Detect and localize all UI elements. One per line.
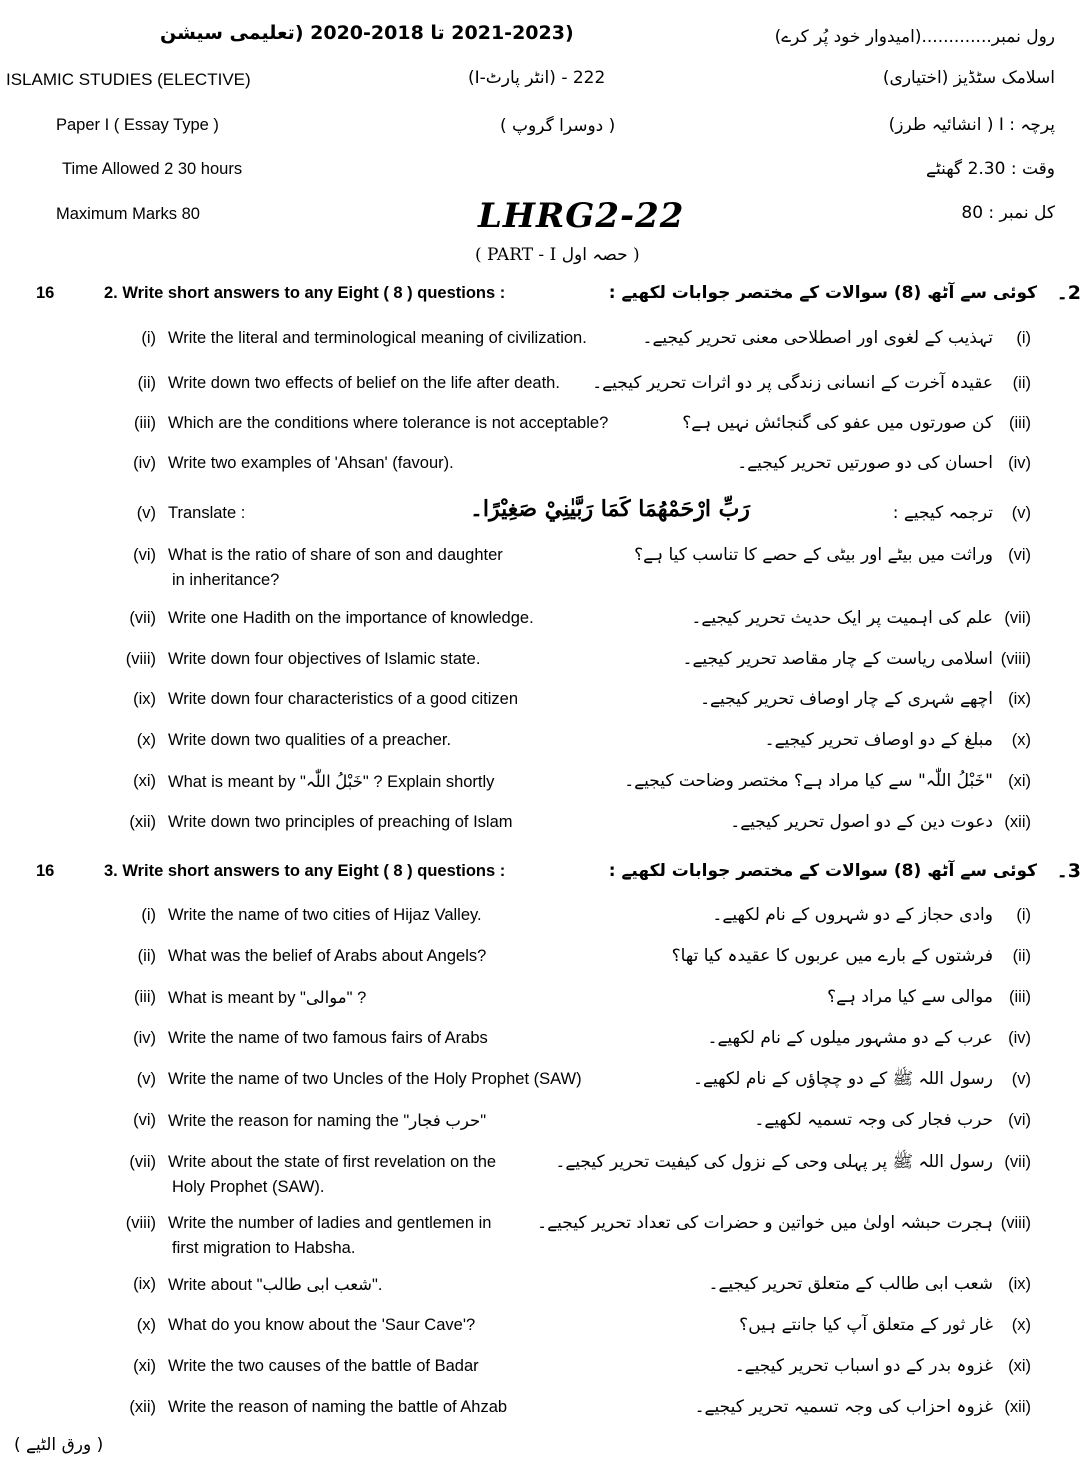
item-number-en: (ii) — [137, 374, 156, 392]
turn-over: ( ورق الٹیے ) — [14, 1435, 104, 1455]
item-text-en: What was the belief of Arabs about Angels? — [168, 947, 487, 965]
item-number-ur: (vii) — [1004, 609, 1031, 627]
item-number-en: (vii) — [129, 609, 156, 627]
item-text-en: Write one Hadith on the importance of knowledge. — [168, 609, 534, 627]
item-text-en: Write about "شعب ابی طالب". — [168, 1276, 383, 1294]
subject-ur: اسلامک سٹڈیز (اختیاری) — [882, 68, 1055, 88]
item-text-en: Write the literal and terminological meaning of civilization. — [168, 329, 587, 347]
item-text-ur: اچھے شہری کے چار اوصاف تحریر کیجیے۔ — [700, 689, 993, 709]
session-line: (2021-2023 تا 2018-2020 (تعلیمی سیشن — [160, 22, 574, 44]
item-number-en: (i) — [141, 329, 156, 347]
item-number-en: (v) — [136, 504, 156, 522]
item-text-ur: مبلغ کے دو اوصاف تحریر کیجیے۔ — [764, 730, 993, 750]
item-text-en-cont: first migration to Habsha. — [172, 1239, 356, 1257]
item-number-ur: (v) — [1011, 1070, 1031, 1088]
item-text-ur: رسول اللہ ﷺ پر پہلی وحی کے نزول کی کیفیت تحریر کیجیے۔ — [555, 1152, 993, 1172]
time-en: Time Allowed 2 30 hours — [62, 160, 243, 178]
question-marks: 16 — [36, 862, 55, 880]
item-number-en: (v) — [136, 1070, 156, 1088]
item-number-ur: (iii) — [1009, 414, 1031, 432]
item-number-en: (iv) — [133, 1029, 156, 1047]
item-number-en: (i) — [141, 906, 156, 924]
item-text-en: Write down two effects of belief on the life after death. — [168, 374, 560, 392]
item-text-en: Write down four objectives of Islamic state. — [168, 650, 481, 668]
item-text-ur: اسلامی ریاست کے چار مقاصد تحریر کیجیے۔ — [682, 649, 993, 669]
item-text-ur: غار ثور کے متعلق آپ کیا جانتے ہیں؟ — [739, 1315, 993, 1335]
item-text-en: Write the name of two cities of Hijaz Valley. — [168, 906, 482, 924]
item-text-ur: ہجرت حبشہ اولیٰ میں خواتین و حضرات کی تعداد تحریر کیجیے۔ — [537, 1213, 993, 1233]
item-text-ur: حرب فجار کی وجہ تسمیہ لکھیے۔ — [754, 1110, 993, 1130]
item-number-ur: (ii) — [1012, 374, 1031, 392]
item-text-en: Write the reason for naming the "حرب فجار" — [168, 1112, 487, 1130]
paper-code: 222 - (انٹر پارٹ-I) — [468, 68, 606, 88]
item-text-en: Write down two principles of preaching of Islam — [168, 813, 513, 831]
question-number-ur: 2۔ — [1056, 282, 1081, 304]
item-text-ur: وادی حجاز کے دو شہروں کے نام لکھیے۔ — [712, 905, 993, 925]
item-number-ur: (xi) — [1008, 772, 1031, 790]
item-text-ur: رسول اللہ ﷺ کے دو چچاؤں کے نام لکھیے۔ — [693, 1069, 993, 1089]
item-text-en: Translate : — [168, 504, 246, 522]
item-number-ur: (xii) — [1004, 1398, 1031, 1416]
marks-ur: کل نمبر : 80 — [961, 203, 1055, 223]
item-text-ur: علم کی اہمیت پر ایک حدیث تحریر کیجیے۔ — [691, 608, 993, 628]
item-text-ur: وراثت میں بیٹے اور بیٹی کے حصے کا تناسب کیا ہے؟ — [634, 545, 993, 565]
item-text-ur: غزوہ بدر کے دو اسباب تحریر کیجیے۔ — [734, 1356, 993, 1376]
item-number-ur: (ix) — [1008, 690, 1031, 708]
item-text-en: Write the name of two Uncles of the Holy Prophet (SAW) — [168, 1070, 582, 1088]
item-text-ur: ترجمہ کیجیے : — [892, 503, 993, 523]
item-number-en: (xi) — [133, 1357, 156, 1375]
item-number-ur: (vi) — [1008, 546, 1031, 564]
item-text-ur: شعب ابی طالب کے متعلق تحریر کیجیے۔ — [708, 1274, 993, 1294]
item-number-en: (x) — [136, 1316, 156, 1334]
item-number-en: (ix) — [133, 690, 156, 708]
item-text-ur: غزوہ احزاب کی وجہ تسمیہ تحریر کیجیے۔ — [694, 1397, 993, 1417]
part-heading: ( PART - I حصہ اول ) — [475, 245, 640, 265]
item-number-ur: (vii) — [1004, 1153, 1031, 1171]
item-number-ur: (i) — [1016, 329, 1031, 347]
marks-en: Maximum Marks 80 — [56, 205, 200, 223]
item-number-ur: (vi) — [1008, 1111, 1031, 1129]
item-text-ur: دعوت دین کے دو اصول تحریر کیجیے۔ — [730, 812, 993, 832]
question-heading-ur: کوئی سے آٹھ (8) سوالات کے مختصر جوابات لکھیے : — [608, 861, 1037, 881]
question-number-ur: 3۔ — [1056, 860, 1081, 882]
item-number-en: (iv) — [133, 454, 156, 472]
item-text-en: Write the name of two famous fairs of Arabs — [168, 1029, 488, 1047]
arabic-verse: رَبِّ ارْحَمْهُمَا كَمَا رَبَّيٰنِيْ صَغِيْرًا۔ — [470, 496, 750, 522]
item-text-ur: "خَبْلُ اللّٰہ" سے کیا مراد ہے؟ مختصر وضاحت کیجیے۔ — [624, 771, 993, 791]
item-number-ur: (v) — [1011, 504, 1031, 522]
item-number-ur: (xii) — [1004, 813, 1031, 831]
item-text-en: What is meant by "خَبْلُ اللّٰہ" ? Explain shortly — [168, 773, 495, 791]
item-number-ur: (x) — [1011, 731, 1031, 749]
item-number-en: (vi) — [133, 1111, 156, 1129]
item-text-en: Write the number of ladies and gentlemen in — [168, 1214, 492, 1232]
question-marks: 16 — [36, 284, 55, 302]
item-text-en: Write the two causes of the battle of Badar — [168, 1357, 479, 1375]
item-number-ur: (i) — [1016, 906, 1031, 924]
paper-ur: پرچہ : I ( انشائیہ طرز) — [888, 115, 1055, 135]
item-text-ur: احسان کی دو صورتیں تحریر کیجیے۔ — [737, 453, 993, 473]
question-heading-ur: کوئی سے آٹھ (8) سوالات کے مختصر جوابات لکھیے : — [608, 283, 1037, 303]
item-text-en-cont: in inheritance? — [172, 571, 280, 589]
item-text-ur: موالی سے کیا مراد ہے؟ — [827, 987, 993, 1007]
item-text-ur: تہذیب کے لغوی اور اصطلاحی معنی تحریر کیجیے۔ — [642, 328, 993, 348]
item-number-en: (viii) — [125, 1214, 156, 1232]
item-number-en: (iii) — [134, 414, 156, 432]
item-number-ur: (viii) — [1000, 1214, 1031, 1232]
item-number-en: (ix) — [133, 1275, 156, 1293]
item-text-en: What is meant by "موالی" ? — [168, 989, 367, 1007]
item-number-ur: (x) — [1011, 1316, 1031, 1334]
item-text-en: What is the ratio of share of son and daughter — [168, 546, 503, 564]
item-number-en: (vii) — [129, 1153, 156, 1171]
roll-number-line: رول نمبر.............(امیدوار خود پُر کرے) — [774, 27, 1055, 47]
item-number-en: (viii) — [125, 650, 156, 668]
item-text-ur: عقیدہ آخرت کے انسانی زندگی پر دو اثرات تحریر کیجیے۔ — [592, 373, 993, 393]
item-text-ur: فرشتوں کے بارے میں عربوں کا عقیدہ کیا تھا؟ — [671, 946, 993, 966]
item-number-en: (ii) — [137, 947, 156, 965]
item-text-en: Write the reason of naming the battle of Ahzab — [168, 1398, 508, 1416]
item-text-en: What do you know about the 'Saur Cave'? — [168, 1316, 476, 1334]
item-number-en: (xi) — [133, 772, 156, 790]
item-number-ur: (ix) — [1008, 1275, 1031, 1293]
paper-en: Paper I ( Essay Type ) — [56, 116, 219, 134]
item-number-en: (xii) — [129, 813, 156, 831]
item-number-en: (iii) — [134, 988, 156, 1006]
item-number-ur: (iii) — [1009, 988, 1031, 1006]
group-ur: ( دوسرا گروپ ) — [500, 116, 616, 136]
item-text-ur: عرب کے دو مشہور میلوں کے نام لکھیے۔ — [707, 1028, 993, 1048]
item-number-en: (vi) — [133, 546, 156, 564]
item-text-en: Write down two qualities of a preacher. — [168, 731, 452, 749]
item-text-en: Which are the conditions where tolerance is not acceptable? — [168, 414, 609, 432]
subject-en: ISLAMIC STUDIES (ELECTIVE) — [6, 70, 251, 89]
item-number-ur: (viii) — [1000, 650, 1031, 668]
item-number-en: (x) — [136, 731, 156, 749]
item-text-en: Write down four characteristics of a good citizen — [168, 690, 519, 708]
item-text-en-cont: Holy Prophet (SAW). — [172, 1178, 325, 1196]
time-ur: وقت : 2.30 گھنٹے — [926, 159, 1055, 179]
question-heading-en: 3. Write short answers to any Eight ( 8 ) questions : — [104, 862, 506, 880]
board-stamp: LHRG2-22 — [478, 196, 685, 236]
item-text-ur: کن صورتوں میں عفو کی گنجائش نہیں ہے؟ — [682, 413, 993, 433]
item-number-ur: (xi) — [1008, 1357, 1031, 1375]
item-text-en: Write two examples of 'Ahsan' (favour). — [168, 454, 454, 472]
item-number-en: (xii) — [129, 1398, 156, 1416]
item-number-ur: (iv) — [1008, 1029, 1031, 1047]
item-text-en: Write about the state of first revelation on the — [168, 1153, 497, 1171]
item-number-ur: (iv) — [1008, 454, 1031, 472]
item-number-ur: (ii) — [1012, 947, 1031, 965]
question-heading-en: 2. Write short answers to any Eight ( 8 ) questions : — [104, 284, 506, 302]
